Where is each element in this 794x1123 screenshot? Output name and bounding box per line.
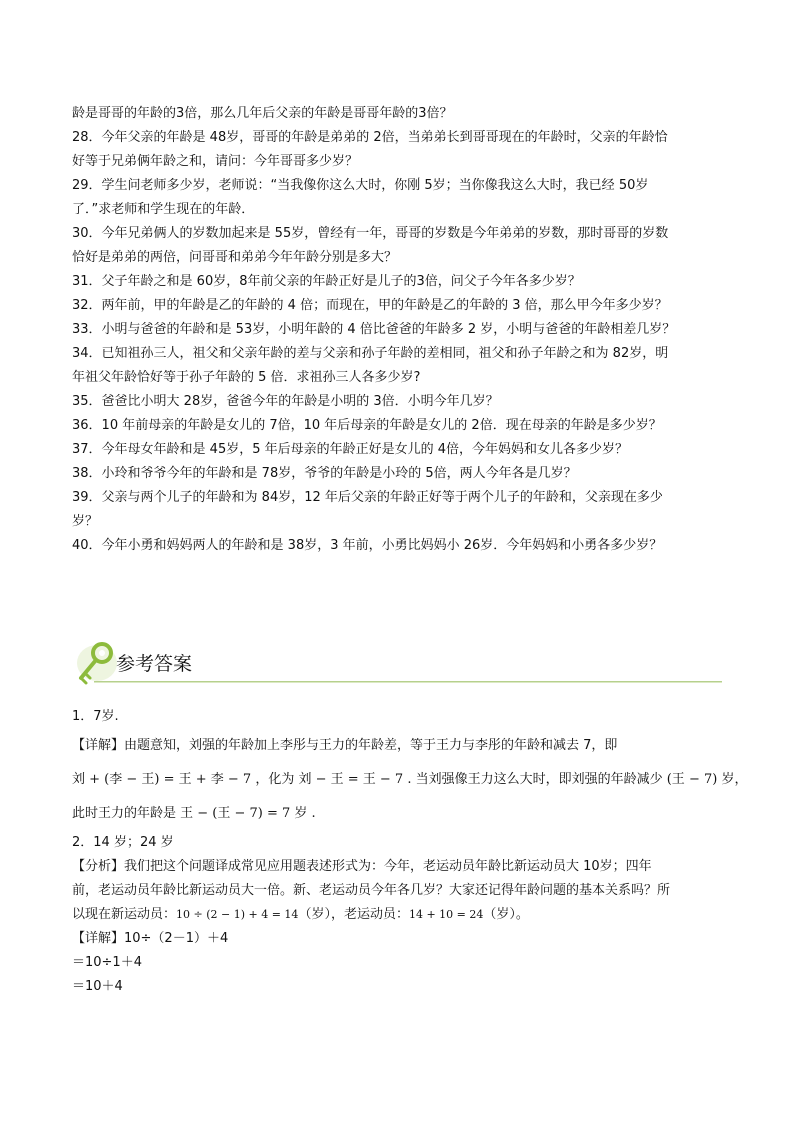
problem-line: 37．今年母女年龄和是 45岁，5 年后母亲的年龄正好是女儿的 4倍，今年妈妈和女儿各多少岁？: [72, 442, 629, 457]
answer-analysis: 前，老运动员年龄比新运动员大一倍。新、老运动员今年各几岁？大家还记得年龄问题的基本关系吗？所: [72, 883, 671, 898]
problem-line: 33．小明与爸爸的年龄和是 53岁，小明年龄的 4 倍比爸爸的年龄多 2 岁，小明与爸爸的年龄相差几岁？: [72, 322, 676, 337]
problem-line: 好等于兄弟俩年龄之和，请问：今年哥哥多少岁？: [72, 154, 359, 169]
inline-formula: 10 ÷ (2 − 1) + 4 = 14: [176, 908, 299, 921]
section-divider: [94, 681, 722, 682]
problem-line: 了．”求老师和学生现在的年龄．: [72, 202, 255, 217]
problem-line: 35．爸爸比小明大 28岁，爸爸今年的年龄是小明的 3倍．小明今年几岁？: [72, 394, 499, 409]
problem-line: 29．学生问老师多少岁，老师说：“当我像你这么大时，你刚 5岁；当你像我这么大时，我已经 50岁: [72, 178, 649, 193]
answer-analysis: [72, 903, 720, 927]
problem-line: 28．今年父亲的年龄是 48岁，哥哥的年龄是弟弟的 2倍，当弟弟长到哥哥现在的年龄时，父亲的年龄恰: [72, 130, 668, 145]
answer-detail: 【详解】10÷（2－1）＋4: [72, 931, 229, 946]
answer-heading: 2．14 岁；24 岁: [72, 835, 174, 850]
analysis-text: （岁），老运动员：: [298, 907, 409, 922]
answer-list: [72, 705, 748, 999]
analysis-text: （岁）。: [483, 907, 529, 922]
problem-line: 30．今年兄弟俩人的岁数加起来是 55岁，曾经有一年，哥哥的岁数是今年弟弟的岁数，那时哥哥的岁数: [72, 226, 669, 241]
answer-step: ＝10÷1＋4: [72, 955, 142, 970]
answer-analysis: 【分析】我们把这个问题译成常见应用题表述形式为：今年，老运动员年龄比新运动员大 10岁；四年: [72, 859, 652, 874]
problem-line: 年祖父年龄恰好等于孙子年龄的 5 倍．求祖孙三人各多少岁?: [72, 370, 421, 385]
answer-step: ＝10＋4: [72, 979, 123, 994]
answer-conclusion: 此时王力的年龄是 王 − (王 − 7) = 7 岁 .: [72, 806, 316, 821]
answer-heading: 1．7岁.: [72, 709, 119, 724]
problem-line: 恰好是弟弟的两倍，问哥哥和弟弟今年年龄分别是多大？: [72, 250, 398, 265]
answer-section-header: [72, 636, 722, 690]
section-title: 参考答案: [116, 653, 193, 675]
problem-line: 39．父亲与两个儿子的年龄和为 84岁，12 年后父亲的年龄正好等于两个儿子的年龄和，父亲现在多少: [72, 490, 663, 505]
problem-line: 龄是哥哥的年龄的3倍，那么几年后父亲的年龄是哥哥年龄的3倍？: [72, 106, 453, 121]
analysis-text: 以现在新运动员：: [72, 907, 177, 922]
answer-detail: 【详解】由题意知，刘强的年龄加上李彤与王力的年龄差，等于王力与李彤的年龄和减去 7，即: [72, 738, 618, 753]
problem-line: 40．今年小勇和妈妈两人的年龄和是 38岁，3 年前，小勇比妈妈小 26岁．今年妈妈和小勇各多少岁？: [72, 538, 663, 553]
problem-line: 34．已知祖孙三人，祖父和父亲年龄的差与父亲和孙子年龄的差相同，祖父和孙子年龄之和为 82岁，明: [72, 346, 669, 361]
problem-line: 36．10 年前母亲的年龄是女儿的 7倍，10 年后母亲的年龄是女儿的 2倍．现在母亲的年龄是多少岁？: [72, 418, 662, 433]
problem-line: 31．父子年龄之和是 60岁，8年前父亲的年龄正好是儿子的3倍，问父子今年各多少岁？: [72, 274, 581, 289]
problem-list: [72, 102, 720, 558]
inline-formula: 14 + 10 = 24: [408, 908, 484, 921]
problem-line: 32．两年前，甲的年龄是乙的年龄的 4 倍；而现在，甲的年龄是乙的年龄的 3 倍，那么甲今年多少岁？: [72, 298, 668, 313]
answer-formula: 刘 + (李 − 王) = 王 + 李 − 7 ，化为 刘 − 王 = 王 − 7 . 当刘强像王力这么大时，即刘强的年龄减少 (王 − 7) 岁，: [72, 772, 748, 787]
problem-line: 38．小玲和爷爷今年的年龄和是 78岁，爷爷的年龄是小玲的 5倍，两人今年各是几岁？: [72, 466, 577, 481]
problem-line: 岁？: [72, 514, 99, 529]
